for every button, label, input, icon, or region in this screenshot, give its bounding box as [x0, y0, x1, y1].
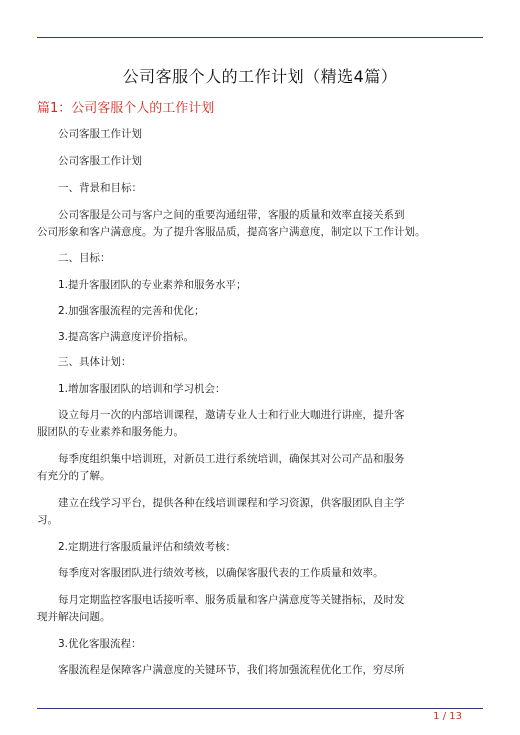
- paragraph: 公司客服工作计划: [58, 155, 142, 167]
- paragraph: 每季度对客服团队进行绩效考核，以确保客服代表的工作质量和效率。: [58, 567, 384, 579]
- paragraph: 三、具体计划：: [58, 356, 132, 368]
- paragraph: 3.提高客户满意度评价指标。: [58, 331, 195, 343]
- paragraph: 二、目标：: [58, 252, 111, 264]
- paragraph: 3.优化客服流程：: [58, 638, 142, 650]
- paragraph: 1.增加客服团队的培训和学习机会：: [58, 383, 226, 395]
- paragraph: 公司客服工作计划: [58, 128, 142, 140]
- paragraph: 2.定期进行客服质量评估和绩效考核：: [58, 541, 237, 553]
- paragraph: 每季度组织集中培训班，对新员工进行系统培训，确保其对公司产品和服务 有充分的了解。: [37, 453, 405, 482]
- header-rule: [37, 37, 483, 38]
- document-title: 公司客服个人的工作计划（精选4篇）: [122, 67, 398, 86]
- paragraph: 客服流程是保障客户满意度的关键环节，我们将加强流程优化工作，穷尽所: [58, 664, 405, 676]
- footer-rule: [37, 708, 483, 709]
- paragraph: 2.加强客服流程的完善和优化；: [58, 305, 205, 317]
- page-indicator: 1 / 13: [433, 711, 462, 722]
- paragraph: 每月定期监控客服电话接听率、服务质量和客户满意度等关键指标，及时发 现并解决问题。: [37, 594, 405, 623]
- paragraph: 公司客服是公司与客户之间的重要沟通纽带，客服的质量和效率直接关系到 公司形象和客户满意度。为了提升客服品质，提高客户满意度，制定以下工作计划。: [37, 209, 426, 238]
- paragraph: 1.提升客服团队的专业素养和服务水平；: [58, 279, 247, 291]
- section-heading: 篇1：公司客服个人的工作计划: [37, 101, 215, 116]
- paragraph: 设立每月一次的内部培训课程，邀请专业人士和行业大咖进行讲座，提升客 服团队的专业素养和服务能力。: [37, 409, 405, 438]
- paragraph: 一、背景和目标：: [58, 182, 142, 194]
- paragraph: 建立在线学习平台，提供各种在线培训课程和学习资源，供客服团队自主学 习。: [37, 497, 405, 526]
